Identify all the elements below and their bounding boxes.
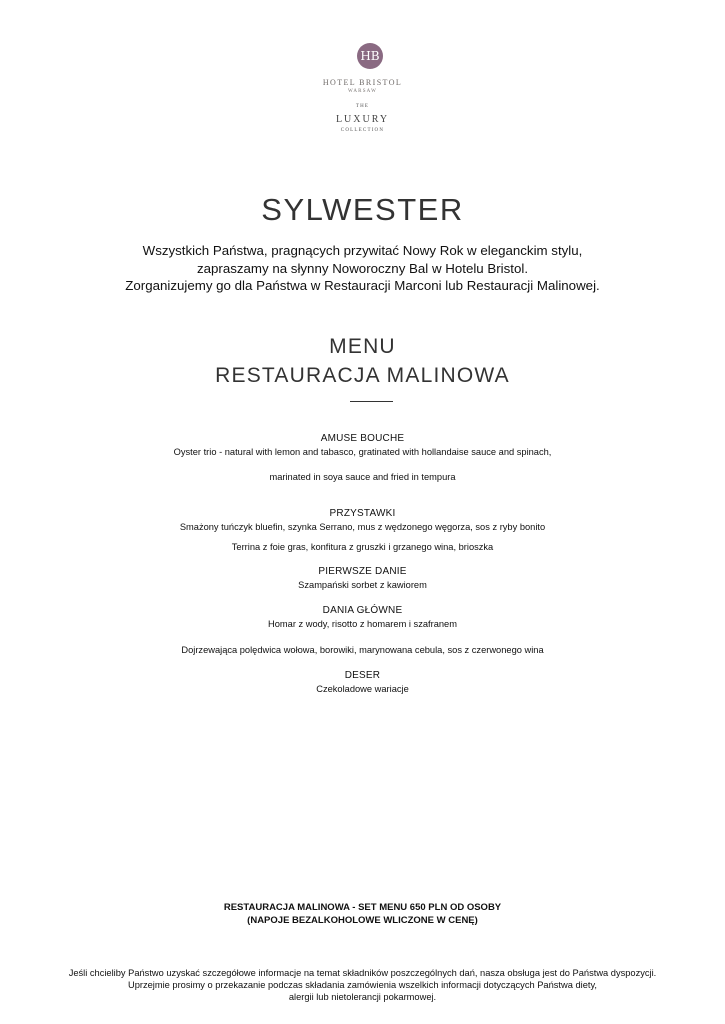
- heading-divider: [350, 401, 393, 402]
- intro-line: zapraszamy na słynny Noworoczny Bal w Hotelu Bristol.: [196, 260, 529, 276]
- section-title: PRZYSTAWKI: [329, 508, 396, 519]
- price-note: [0, 901, 725, 927]
- logo-hotel-name: HOTEL BRISTOL: [322, 78, 403, 87]
- allergen-footer: [0, 967, 725, 1003]
- section-title: DANIA GŁÓWNE: [322, 605, 403, 616]
- footer-line: Jeśli chcieliby Państwo uzyskać szczegółowe informacje na temat składników poszczególnych dań, nasza obsługa jest do Państwa dyspozycji.: [68, 968, 657, 978]
- logo-city: WARSAW: [347, 89, 378, 94]
- menu-item: Szampański sorbet z kawiorem: [298, 580, 427, 590]
- price-line: RESTAURACJA MALINOWA - SET MENU 650 PLN OD OSOBY: [223, 902, 502, 913]
- logo-collection-the: THE: [355, 104, 370, 109]
- footer-line: Uprzejmie prosimy o przekazanie podczas składania zamówienia wszelkich informacji dotyczących Państwa diety,: [127, 980, 597, 990]
- menu-heading: MENU: [329, 335, 396, 358]
- price-line: (NAPOJE BEZALKOHOLOWE WLICZONE W CENĘ): [247, 915, 478, 926]
- page-title: SYLWESTER: [261, 192, 464, 227]
- section-title: DESER: [344, 670, 381, 681]
- section-title: AMUSE BOUCHE: [320, 433, 405, 444]
- hotel-logo-monogram: HB: [357, 43, 383, 69]
- menu-item: Homar z wody, risotto z homarem i szafranem: [268, 619, 457, 629]
- section-title: PIERWSZE DANIE: [318, 566, 407, 577]
- menu-item: Terrina z foie gras, konfitura z gruszki i grzanego wina, brioszka: [231, 542, 494, 552]
- menu-item: marinated in soya sauce and fried in tempura: [269, 472, 456, 482]
- intro-line: Zorganizujemy go dla Państwa w Restauracji Marconi lub Restauracji Malinowej.: [125, 278, 600, 293]
- footer-line: alergii lub nietolerancji pokarmowej.: [288, 992, 437, 1002]
- restaurant-name: RESTAURACJA MALINOWA: [215, 364, 510, 387]
- logo-collection-word: COLLECTION: [340, 128, 385, 133]
- logo-collection-luxury: LUXURY: [335, 114, 390, 125]
- menu-item: Smażony tuńczyk bluefin, szynka Serrano, mus z wędzonego węgorza, sos z ryby bonito: [179, 522, 546, 532]
- menu-item: Czekoladowe wariacje: [316, 684, 409, 694]
- intro-paragraph: [0, 242, 725, 295]
- intro-line: Wszystkich Państwa, pragnących przywitać Nowy Rok w eleganckim stylu,: [142, 243, 583, 258]
- menu-item: Oyster trio - natural with lemon and tabasco, gratinated with hollandaise sauce and spinach,: [173, 447, 552, 457]
- menu-item: Dojrzewająca polędwica wołowa, borowiki, marynowana cebula, sos z czerwonego wina: [181, 645, 544, 655]
